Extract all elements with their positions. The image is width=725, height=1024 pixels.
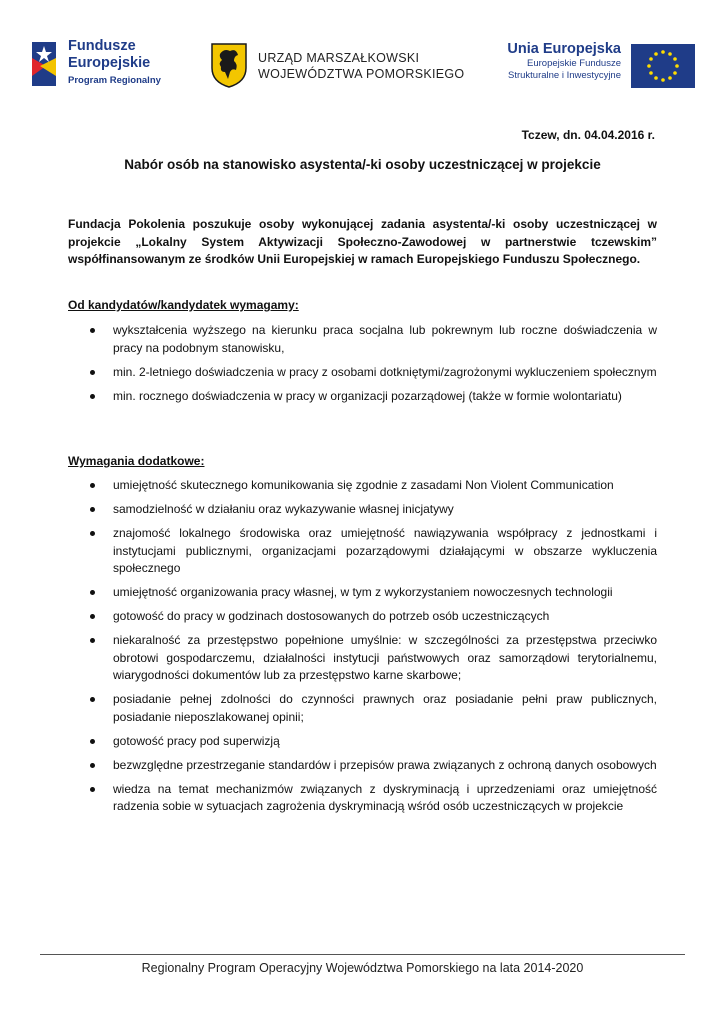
list-item (86, 608, 657, 626)
bullet-icon (90, 739, 95, 744)
fundusze-europejskie-text (68, 38, 161, 88)
list-item-text: samodzielność w działaniu oraz wykazywanie własnej inicjatywy (113, 502, 454, 516)
fe-line3: Program Regionalny (68, 75, 161, 86)
document-title: Nabór osób na stanowisko asystenta/-ki osoby uczestniczącej w projekcie (124, 157, 601, 172)
list-item-text: niekaralność za przestępstwo popełnione umyślnie: w szczególności za przestępstwa przeciwko obrotowi gospodarczemu, działalności instytucji państwowych oraz samorządowi terytorialnemu, wiarygodności dokumentów lub za przestępstwo karne skarbowe; (113, 633, 657, 682)
bullet-icon (90, 370, 95, 375)
fe-line1: Fundusze (68, 38, 136, 54)
fundusze-europejskie-logo (28, 32, 188, 96)
document-date: Tczew, dn. 04.04.2016 r. (521, 128, 655, 142)
eu-flag-icon (631, 44, 695, 88)
bullet-icon (90, 394, 95, 399)
bullet-icon (90, 483, 95, 488)
additional-requirements-heading: Wymagania dodatkowe: (68, 454, 205, 468)
unia-europejska-text (507, 40, 621, 82)
bullet-icon (90, 531, 95, 536)
bullet-icon (90, 590, 95, 595)
list-item-text: umiejętność organizowania pracy własnej, w tym z wykorzystaniem nowoczesnych technologii (113, 585, 613, 599)
list-item-text: znajomość lokalnego środowiska oraz umiejętność nawiązywania współpracy z jednostkami i instytucjami publicznymi, organizacjami pozarządowymi działającymi w obszarze wykluczenia społecznego (113, 526, 657, 575)
bullet-icon (90, 328, 95, 333)
intro-paragraph: Fundacja Pokolenia poszukuje osoby wykonującej zadania asystenta/-ki osoby uczestniczącej w projekcie „Lokalny System Aktywizacji Społeczno-Zawodowej w partnerstwie tczewskim” współfinansowanym ze środków Unii Europejskiej w ramach Europejskiego Funduszu Społecznego. (68, 217, 657, 266)
list-item (86, 691, 657, 726)
bullet-icon (90, 614, 95, 619)
griffin-crest-icon (210, 42, 248, 88)
list-item-text: gotowość do pracy w godzinach dostosowanych do potrzeb osób uczestniczących (113, 609, 550, 623)
list-item-text: bezwzględne przestrzeganie standardów i przepisów prawa związanych z ochroną danych osobowych (113, 757, 657, 772)
requirements-list (86, 322, 657, 412)
urzad-marszalkowski-logo (210, 40, 465, 92)
list-item-text: wiedza na temat mechanizmów związanych z dyskryminacją i uprzedzeniami oraz umiejętność radzenia sobie w sytuacjach zagrożenia dyskryminacją wśród osób uczestniczących w projekcie (113, 781, 657, 813)
list-item (86, 584, 657, 602)
umwp-line1: URZĄD MARSZAŁKOWSKI (258, 51, 420, 65)
list-item (86, 322, 657, 357)
list-item (86, 632, 657, 685)
bullet-icon (90, 787, 95, 792)
fe-line2: Europejskie (68, 55, 151, 71)
footer-divider (40, 954, 685, 955)
list-item (86, 733, 657, 751)
footer-text: Regionalny Program Operacyjny Województwa Pomorskiego na lata 2014-2020 (141, 961, 584, 975)
list-item-text: gotowość pracy pod superwizją (113, 733, 280, 748)
umwp-line2: WOJEWÓDZTWA POMORSKIEGO (258, 67, 465, 81)
urzad-marszalkowski-text (258, 50, 464, 82)
requirements-heading: Od kandydatów/kandydatek wymagamy: (68, 298, 299, 312)
bullet-icon (90, 697, 95, 702)
unia-europejska-logo (486, 36, 697, 96)
bullet-icon (90, 507, 95, 512)
list-item-text: umiejętność skutecznego komunikowania się zgodnie z zasadami Non Violent Communication (113, 478, 614, 492)
list-item (86, 501, 657, 519)
list-item-text: min. rocznego doświadczenia w pracy w organizacji pozarządowej (także w formie wolontariatu) (113, 388, 622, 403)
list-item-text: posiadanie pełnej zdolności do czynności prawnych oraz posiadanie pełni praw publicznych, posiadanie nieposzlakowanej opinii; (113, 692, 657, 724)
list-item (86, 388, 657, 406)
list-item (86, 477, 657, 495)
list-item (86, 757, 657, 775)
list-item-text: min. 2-letniego doświadczenia w pracy z osobami dotkniętymi/zagrożonymi wykluczeniem społecznym (113, 364, 657, 379)
bullet-icon (90, 638, 95, 643)
ue-line2: Europejskie Fundusze (527, 58, 621, 69)
list-item (86, 364, 657, 382)
list-item (86, 781, 657, 816)
logo-header (28, 30, 697, 102)
bullet-icon (90, 763, 95, 768)
ue-line3: Strukturalne i Inwestycyjne (508, 70, 621, 81)
additional-requirements-list (86, 477, 657, 822)
ue-line1: Unia Europejska (507, 41, 621, 57)
list-item-text: wykształcenia wyższego na kierunku praca socjalna lub pokrewnym lub roczne doświadczenia w pracy na podobnym stanowisku, (113, 323, 657, 355)
list-item (86, 525, 657, 578)
fundusze-europejskie-mark-icon (28, 36, 60, 92)
